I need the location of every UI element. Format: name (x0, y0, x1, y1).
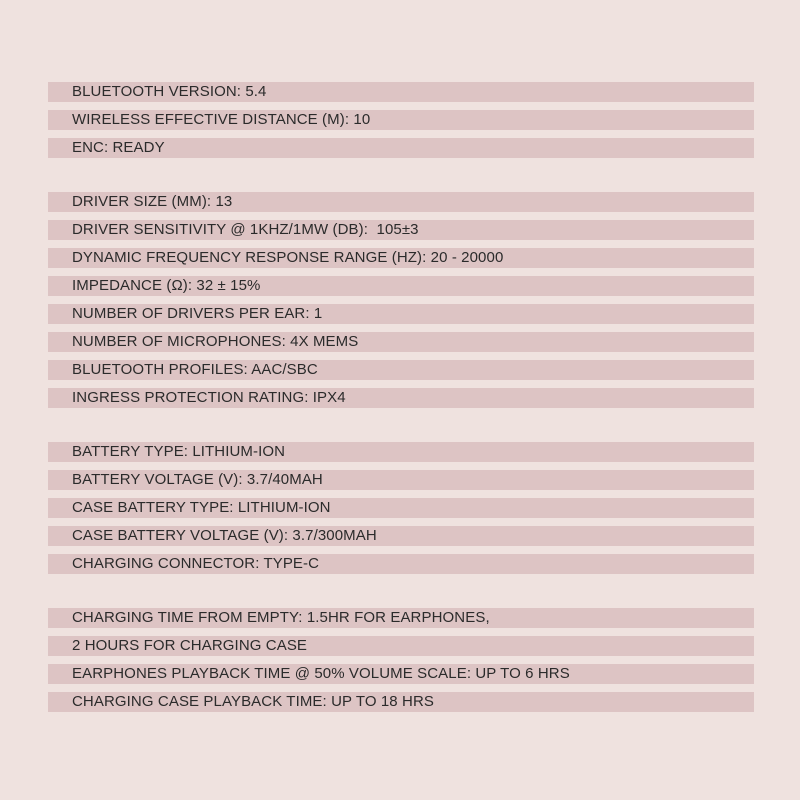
spec-row-charging-time-case: 2 HOURS FOR CHARGING CASE (48, 636, 754, 656)
spec-group-playback (48, 608, 754, 712)
spec-row-battery-voltage: BATTERY VOLTAGE (V): 3.7/40MAH (48, 470, 754, 490)
spec-row-bluetooth-version: BLUETOOTH VERSION: 5.4 (48, 82, 754, 102)
spec-row-impedance: IMPEDANCE (Ω): 32 ± 15% (48, 276, 754, 296)
spec-row-charging-time-earphones: CHARGING TIME FROM EMPTY: 1.5HR FOR EARPHONES, (48, 608, 754, 628)
spec-row-microphones: NUMBER OF MICROPHONES: 4X MEMS (48, 332, 754, 352)
spec-sheet (48, 82, 754, 712)
spec-row-drivers-per-ear: NUMBER OF DRIVERS PER EAR: 1 (48, 304, 754, 324)
spec-row-wireless-distance: WIRELESS EFFECTIVE DISTANCE (M): 10 (48, 110, 754, 130)
spec-group-battery (48, 442, 754, 574)
spec-row-ingress-protection: INGRESS PROTECTION RATING: IPX4 (48, 388, 754, 408)
spec-row-case-playback: CHARGING CASE PLAYBACK TIME: UP TO 18 HRS (48, 692, 754, 712)
spec-row-frequency-response: DYNAMIC FREQUENCY RESPONSE RANGE (HZ): 20 - 20000 (48, 248, 754, 268)
spec-row-driver-sensitivity: DRIVER SENSITIVITY @ 1KHZ/1MW (DB): 105±3 (48, 220, 754, 240)
spec-row-battery-type: BATTERY TYPE: LITHIUM-ION (48, 442, 754, 462)
spec-group-connectivity (48, 82, 754, 158)
spec-row-charging-connector: CHARGING CONNECTOR: TYPE-C (48, 554, 754, 574)
spec-row-earphones-playback: EARPHONES PLAYBACK TIME @ 50% VOLUME SCALE: UP TO 6 HRS (48, 664, 754, 684)
spec-row-case-battery-type: CASE BATTERY TYPE: LITHIUM-ION (48, 498, 754, 518)
spec-row-enc: ENC: READY (48, 138, 754, 158)
spec-row-driver-size: DRIVER SIZE (MM): 13 (48, 192, 754, 212)
spec-row-case-battery-voltage: CASE BATTERY VOLTAGE (V): 3.7/300MAH (48, 526, 754, 546)
spec-group-audio (48, 192, 754, 408)
spec-row-bluetooth-profiles: BLUETOOTH PROFILES: AAC/SBC (48, 360, 754, 380)
